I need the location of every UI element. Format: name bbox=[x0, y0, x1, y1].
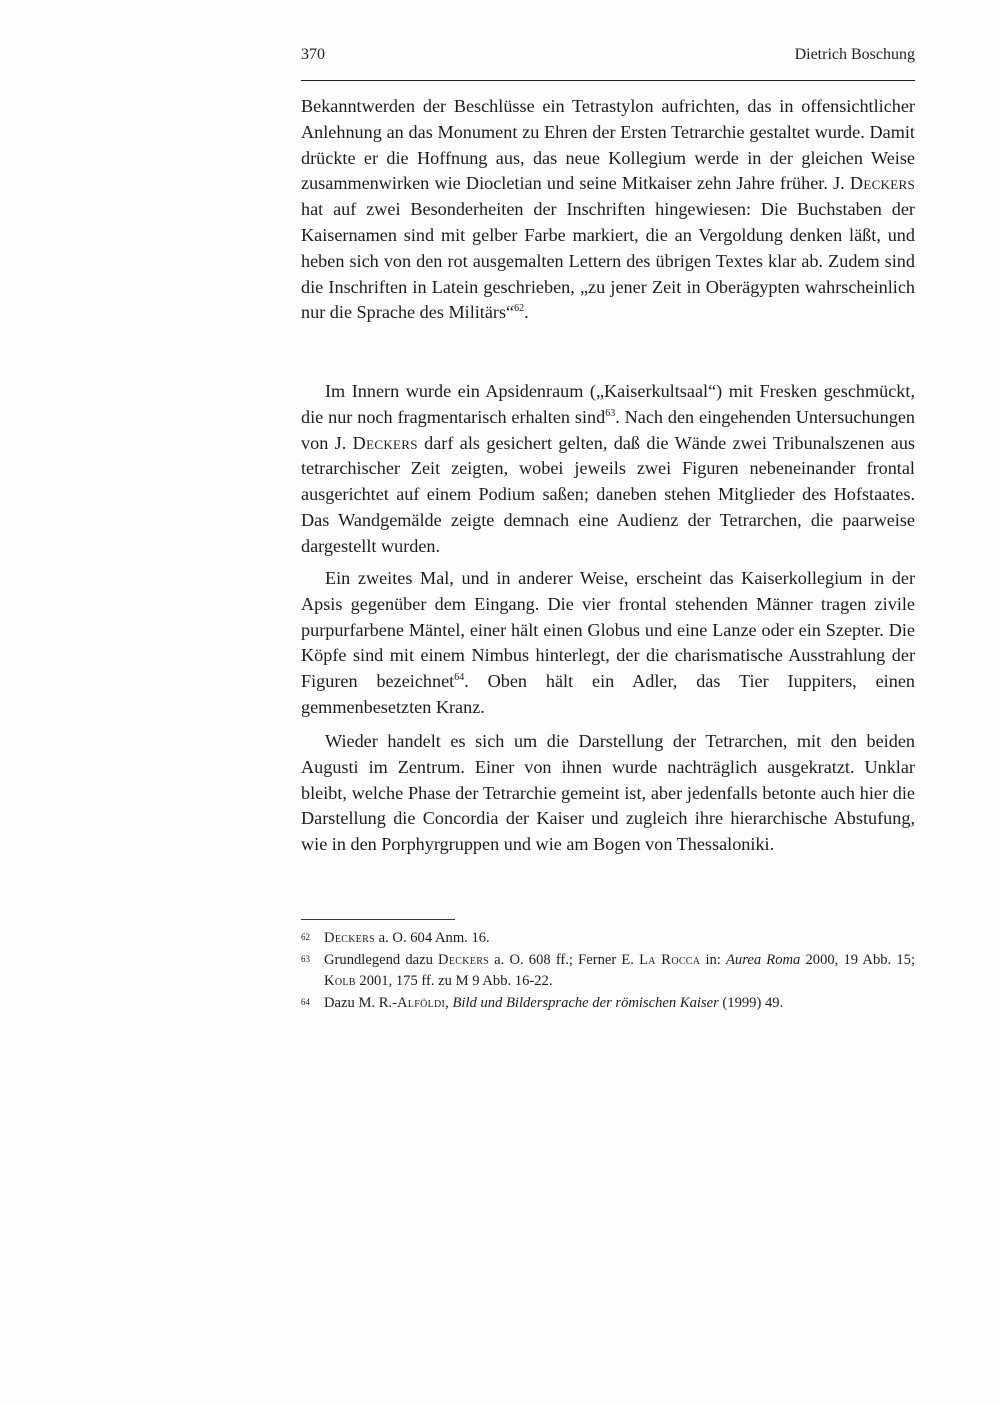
footnote-64 bbox=[301, 993, 915, 1014]
paragraph-text: Bekanntwerden der Beschlüsse ein Tetrastylon aufrichten, das in offensichtlicher Anlehnung an das Monument zu Ehren der Ersten Tetrarchie gestaltet wurde. Damit drückte er die Hoffnung aus, das neue Kollegium werde in der gleichen Weise zusammenwirken wie Diocletian und seine Mitkaiser zehn Jahre früher. J. bbox=[301, 96, 915, 194]
footnote-number: 62 bbox=[301, 932, 310, 942]
author-name: Deckers bbox=[849, 173, 915, 194]
footnote-ref-63[interactable]: 63 bbox=[605, 407, 616, 419]
author-name: Alföldi bbox=[396, 995, 446, 1011]
page-number: 370 bbox=[301, 46, 325, 63]
footnote-number: 64 bbox=[301, 997, 310, 1007]
paragraph-text: . Nach den eingehenden Untersuchungen von J. bbox=[301, 406, 915, 453]
paragraph-4 bbox=[301, 729, 915, 858]
publication-title: Bild und Bildersprache der römischen Kaiser bbox=[452, 995, 719, 1011]
footnote-ref-64[interactable]: 64 bbox=[454, 672, 465, 684]
paragraph-text: . Oben hält ein Adler, das Tier Iuppiters, einen gemmenbesetzten Kranz. bbox=[301, 671, 915, 717]
footnote-text: (1999) 49. bbox=[718, 995, 784, 1011]
author-name: Deckers bbox=[352, 432, 418, 453]
footnote-number: 63 bbox=[301, 954, 310, 964]
footnote-text: Dazu M. R.- bbox=[324, 995, 397, 1011]
footnote-text: , bbox=[445, 995, 453, 1011]
footnote-text: 2001, 175 ff. zu M 9 Abb. 16-22. bbox=[355, 973, 553, 989]
author-name: Deckers bbox=[438, 952, 490, 968]
paragraph-text: Im Innern wurde ein Apsidenraum („Kaiserkultsaal“) mit Fresken geschmückt, die nur noch fragmentarisch erhalten sind bbox=[301, 381, 915, 427]
author-name: La Rocca bbox=[639, 952, 701, 968]
footnote-text: Grundlegend dazu bbox=[324, 952, 439, 968]
paragraph-1 bbox=[301, 94, 915, 326]
footnote-63 bbox=[301, 950, 915, 992]
paragraph-text: Ein zweites Mal, und in anderer Weise, erscheint das Kaiserkollegium in der Apsis gegenüber dem Eingang. Die vier frontal stehenden Männer tragen zivile purpurfarbene Mäntel, einer hält einen Globus und eine Lanze oder ein Szepter. Die Köpfe sind mit einem Nimbus hinterlegt, der die charismatische Ausstrahlung der Figuren bezeichnet bbox=[301, 568, 915, 692]
author-name: Kolb bbox=[324, 973, 356, 989]
author-name: Deckers bbox=[324, 930, 375, 946]
paragraph-text: hat auf zwei Besonderheiten der Inschriften hingewiesen: Die Buchstaben der Kaisernamen sind mit gelber Farbe markiert, die an Vergoldung denken läßt, und heben sich von den rot ausgemalten Lettern des übrigen Textes klar ab. Zudem sind die Inschriften in Latein geschrieben, „zu jener Zeit in Oberägypten wahrscheinlich nur die Sprache des Militärs“ bbox=[301, 199, 915, 323]
footnote-text: a. O. 608 ff.; Ferner E. bbox=[489, 952, 640, 968]
footnote-text: in: bbox=[700, 952, 727, 968]
header-rule bbox=[301, 80, 915, 81]
footnote-62 bbox=[301, 928, 915, 949]
paragraph-text: . bbox=[524, 302, 529, 323]
paragraph-text: Wieder handelt es sich um die Darstellung der Tetrarchen, mit den beiden Augusti im Zentrum. Einer von ihnen wurde nachträglich ausgekratzt. Unklar bleibt, welche Phase der Tetrarchie gemeint ist, aber jedenfalls betonte auch hier die Darstellung die Concordia der Kaiser und zugleich ihre hierarchische Abstufung, wie in den Porphyrgruppen und wie am Bogen von Thessaloniki. bbox=[301, 731, 915, 855]
paragraph-3 bbox=[301, 566, 915, 721]
footnote-text: a. O. 604 Anm. 16. bbox=[374, 930, 490, 946]
footnotes bbox=[301, 928, 915, 1015]
footnote-text: 2000, 19 Abb. 15; bbox=[800, 952, 915, 968]
publication-title: Aurea Roma bbox=[726, 952, 801, 968]
footnote-separator bbox=[301, 919, 455, 920]
footnote-ref-62[interactable]: 62 bbox=[514, 303, 525, 315]
paragraph-2 bbox=[301, 379, 915, 560]
running-head: Dietrich Boschung bbox=[794, 46, 915, 63]
paragraph-text: darf als gesichert gelten, daß die Wände zwei Tribunalszenen aus tetrarchischer Zeit zeigten, wobei jeweils zwei Figuren nebeneinander frontal ausgerichtet auf einem Podium saßen; daneben stehen Mitglieder des Hofstaates. Das Wandgemälde zeigte demnach eine Audienz der Tetrarchen, die paarweise dargestellt wurden. bbox=[301, 432, 916, 556]
page-header bbox=[301, 46, 915, 68]
